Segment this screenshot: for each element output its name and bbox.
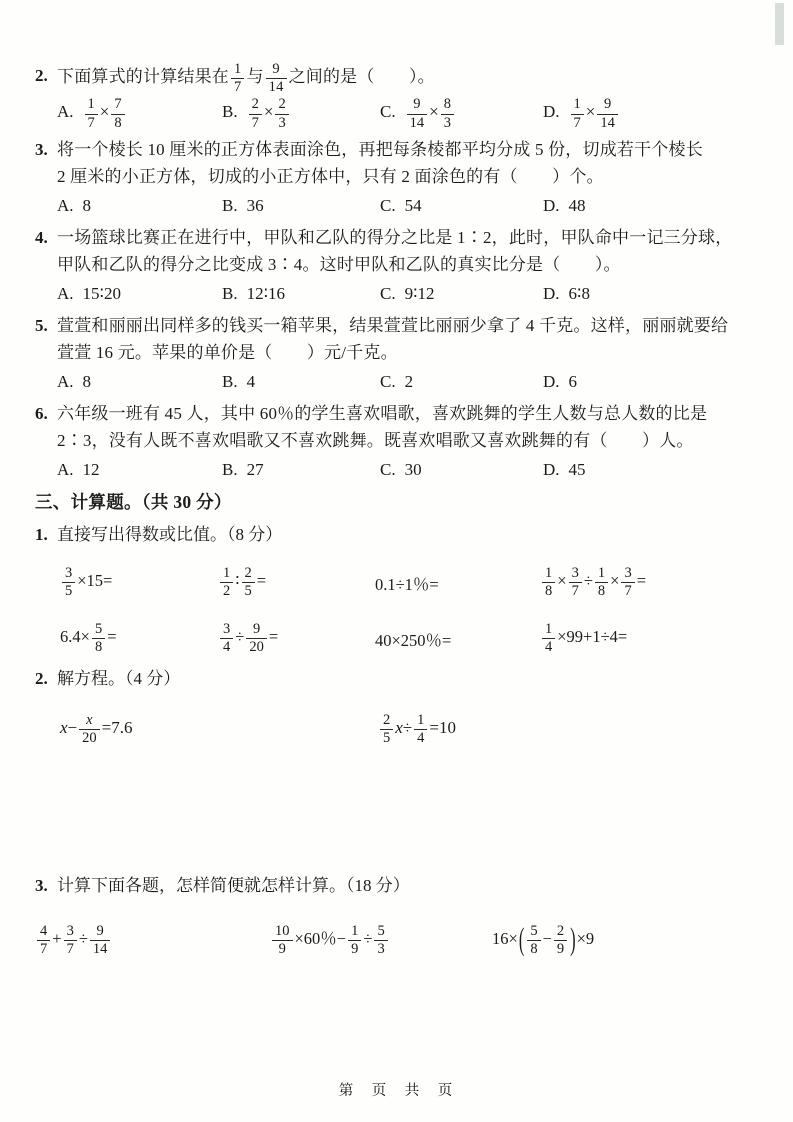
option-c xyxy=(380,456,543,483)
option-a xyxy=(57,456,222,483)
subquestion-number: 2. xyxy=(35,668,48,688)
page-content xyxy=(35,62,749,966)
question-stem: 2∶3，没有人既不喜欢唱歌又不喜欢跳舞。既喜欢唱歌又喜欢跳舞的有（ ）人。 xyxy=(57,430,694,450)
option-c xyxy=(380,368,543,395)
question-stem: 甲队和乙队的得分之比变成 3∶4。这时甲队和乙队的真实比分是（ ）。 xyxy=(57,254,621,274)
option-label: D. xyxy=(543,195,560,215)
option-value: 36 xyxy=(246,195,264,215)
calc-item: 6.4× $\frac{5}{8}$ = xyxy=(60,621,117,656)
option-label: D. xyxy=(543,102,560,122)
option-label: B. xyxy=(222,102,238,122)
option-label: A. xyxy=(57,102,74,122)
option-value: 8 xyxy=(82,195,92,215)
options-row xyxy=(57,456,749,483)
option-a xyxy=(57,97,222,130)
option-label: A. xyxy=(57,371,74,391)
option-label: B. xyxy=(222,459,238,479)
option-c xyxy=(380,192,543,219)
simplify-row xyxy=(35,916,749,966)
simplify-item: 16×( $\frac{5}{8}$ − $\frac{2}{9}$ )×9 xyxy=(492,921,595,958)
option-d xyxy=(543,280,749,307)
option-value: 15∶20 xyxy=(82,283,121,303)
option-value: $\frac{1}{7}$ × $\frac{7}{8}$ xyxy=(83,102,127,121)
question-3 xyxy=(35,136,749,219)
options-row xyxy=(57,97,749,130)
page-footer: 第 页 共 页 xyxy=(338,1083,455,1099)
question-number: 5. xyxy=(35,315,48,335)
options-row xyxy=(57,280,749,307)
simplify-item: $\frac{10}{9}$ ×60％− $\frac{1}{9}$ ÷ $\frac{5}{3}$ xyxy=(270,924,492,957)
option-label: B. xyxy=(222,371,238,391)
direct-calc-row-1 xyxy=(60,561,749,605)
question-2 xyxy=(35,62,749,131)
question-number: 4. xyxy=(35,227,48,247)
subquestion-simplify-title xyxy=(35,871,749,900)
option-b xyxy=(222,368,380,395)
section-title: 三、计算题。（共 30 分） xyxy=(35,491,232,512)
subquestion-title-text: 计算下面各题，怎样简便就怎样计算。（18 分） xyxy=(57,875,410,895)
question-stem: 六年级一班有 45 人，其中 60％的学生喜欢唱歌，喜欢跳舞的学生人数与总人数的比是 xyxy=(57,403,708,423)
option-value: $\frac{1}{7}$ × $\frac{9}{14}$ xyxy=(569,102,620,121)
option-label: C. xyxy=(380,195,396,215)
option-label: B. xyxy=(222,283,238,303)
equation-item: $\frac{2}{5}$ x÷ $\frac{1}{4}$ =10 xyxy=(378,713,749,746)
option-a xyxy=(57,192,222,219)
option-value: 9∶12 xyxy=(404,283,435,303)
option-d xyxy=(543,456,749,483)
option-value: 12∶16 xyxy=(246,283,286,303)
subquestion-equations-title xyxy=(35,664,749,693)
option-c xyxy=(380,97,543,130)
question-number: 3. xyxy=(35,139,48,159)
option-a xyxy=(57,280,222,307)
question-stem: 萱萱和丽丽出同样多的钱买一箱苹果，结果萱萱比丽丽少拿了 4 千克。这样，丽丽就要给 xyxy=(57,315,729,335)
option-label: B. xyxy=(222,195,238,215)
calc-item: $\frac{3}{5}$ ×15= xyxy=(60,566,218,599)
option-value: 30 xyxy=(404,459,422,479)
option-b xyxy=(222,456,380,483)
option-label: D. xyxy=(543,371,560,391)
option-d xyxy=(543,368,749,395)
equation-item: x− $\frac{x}{20}$ =7.6 xyxy=(60,712,133,747)
option-value: 54 xyxy=(404,195,422,215)
options-row xyxy=(57,368,749,395)
question-6 xyxy=(35,400,749,483)
option-label: A. xyxy=(57,195,74,215)
question-number: 2. xyxy=(35,66,48,85)
option-value: $\frac{9}{14}$ × $\frac{8}{3}$ xyxy=(405,102,456,121)
equations-row xyxy=(60,707,749,753)
subquestion-direct-calc-title xyxy=(35,520,749,549)
option-d xyxy=(543,192,749,219)
option-label: C. xyxy=(380,459,396,479)
calc-item: $\frac{1}{8}$ × $\frac{3}{7}$ ÷ $\frac{1}{8}$ × $\frac{3}{7}$ = xyxy=(540,566,749,599)
direct-calc-row-2 xyxy=(60,617,749,661)
question-stem: 萱萱 16 元。苹果的单价是（ ）元/千克。 xyxy=(57,342,398,362)
question-5 xyxy=(35,312,749,395)
subquestion-title-text: 直接写出得数或比值。（8 分） xyxy=(57,524,283,544)
calc-item: $\frac{1}{2}$ ∶ $\frac{2}{5}$ = xyxy=(218,566,375,599)
question-4 xyxy=(35,224,749,307)
option-d xyxy=(543,97,749,130)
option-value: 48 xyxy=(568,195,586,215)
calc-item: 0.1÷1％= xyxy=(375,574,439,594)
option-label: C. xyxy=(380,371,396,391)
calc-item: $\frac{3}{4}$ ÷ $\frac{9}{20}$ = xyxy=(218,622,375,655)
question-stem: 将一个棱长 10 厘米的正方体表面涂色，再把每条棱都平均分成 5 份，切成若干个棱长 xyxy=(57,139,703,159)
option-c xyxy=(380,280,543,307)
option-a xyxy=(57,368,222,395)
question-stem: 2 厘米的小正方体，切成的小正方体中，只有 2 面涂色的有（ ）个。 xyxy=(57,166,604,186)
option-label: D. xyxy=(543,283,560,303)
subquestion-number: 1. xyxy=(35,524,48,544)
calc-item: $\frac{1}{4}$ ×99+1÷4= xyxy=(540,622,749,655)
option-label: C. xyxy=(380,283,396,303)
option-b xyxy=(222,280,380,307)
option-value: 2 xyxy=(404,371,414,391)
option-value: $\frac{2}{7}$ × $\frac{2}{3}$ xyxy=(247,102,291,121)
option-label: D. xyxy=(543,459,560,479)
option-b xyxy=(222,97,380,130)
option-b xyxy=(222,192,380,219)
option-value: 6 xyxy=(568,371,578,391)
question-number: 6. xyxy=(35,403,48,423)
option-value: 4 xyxy=(246,371,256,391)
option-value: 27 xyxy=(246,459,264,479)
subquestion-number: 3. xyxy=(35,875,48,895)
option-value: 6∶8 xyxy=(568,283,590,303)
calc-item: 40×250％= xyxy=(375,630,452,650)
option-label: A. xyxy=(57,459,74,479)
question-stem: 一场篮球比赛正在进行中，甲队和乙队的得分之比是 1∶2，此时，甲队命中一记三分球， xyxy=(57,227,733,247)
option-value: 12 xyxy=(82,459,100,479)
option-label: A. xyxy=(57,283,74,303)
option-value: 45 xyxy=(568,459,586,479)
option-value: 8 xyxy=(82,371,92,391)
options-row xyxy=(57,192,749,219)
question-stem: 下面算式的计算结果在 $\frac{1}{7}$ 与 $\frac{9}{14}$ 之间的是（ ）。 xyxy=(57,61,435,96)
option-label: C. xyxy=(380,102,396,122)
subquestion-title-text: 解方程。（4 分） xyxy=(57,668,181,688)
simplify-item: $\frac{4}{7}$ + $\frac{3}{7}$ ÷ $\frac{9}{14}$ xyxy=(35,924,270,957)
scan-edge-mark xyxy=(775,3,784,45)
